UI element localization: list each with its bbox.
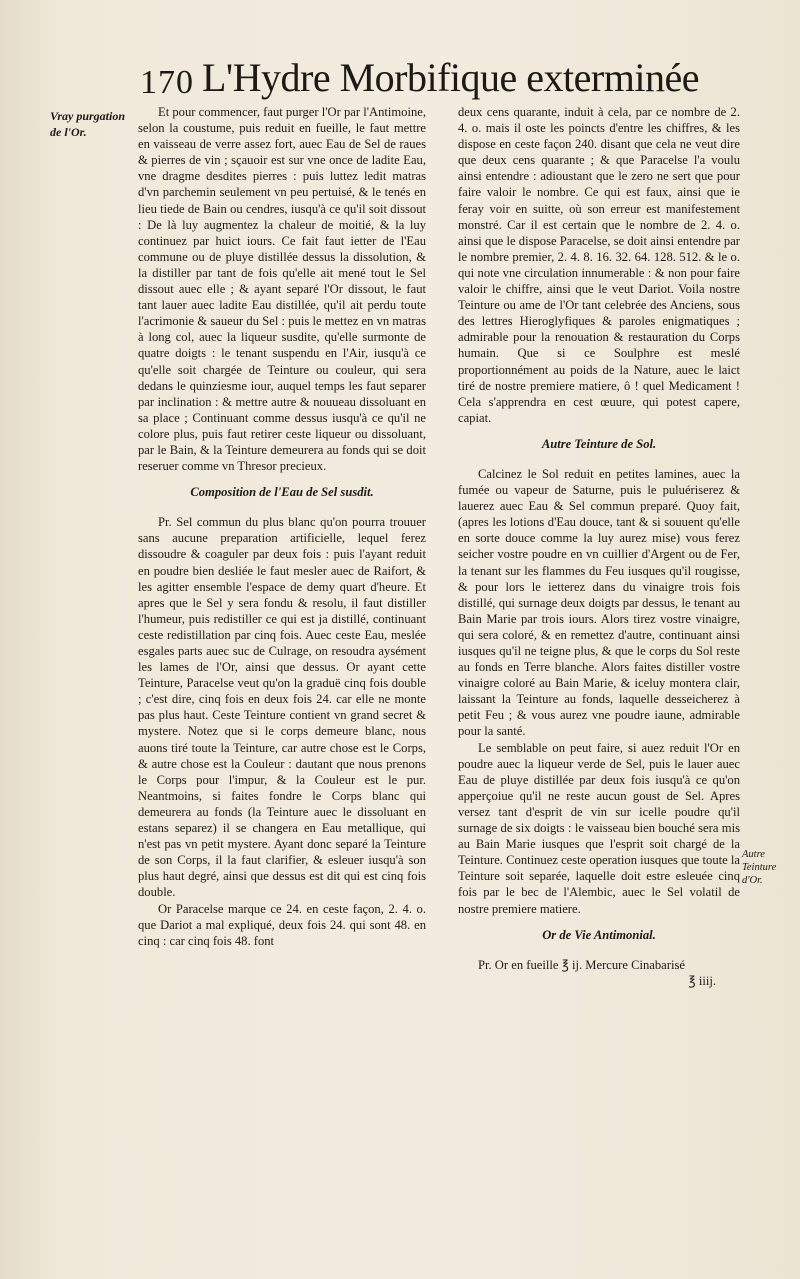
paragraph: Pr. Sel commun du plus blanc qu'on pourra trouuer sans aucune preparation artificielle, lequel ferez dissoudre & coaguler par deux fois : puis l'ayant reduit en poudre bien desliée le faut mesler auec de Raifort, & les agitter ensemble l'espace de demy quart d'heure. Et apres que le Sel y sera fondu & resolu, il faut distiller l'humeur, puis redistiller ce qui est ja distillé, continuant ceste redistillation par cinq fois. Auec ceste Eau, meslée esgales parts auec suc de Culrage, on resoudra aysément les lames de l'Or, ainsi que dessus. Or ayant cette Teinture, Paracelse veut qu'on la graduë cinq fois double ; c'est dire, cinq fois en deux fois 24. car elle ne monte pas plus haut. Ceste Teinture contient vn grand secret & mystere. Notez que si le corps demeure blanc, nous auons tiré toute la Teinture, car autre chose est le Corps, & autre chose est la Couleur : dautant que nous prenons le Corps pour l'impur, & la Couleur est le pur. Neantmoins, si faites fondre le Corps blanc qui demeurera au fonds (la Teinture auec le dissoluant en estans separez) il se changera en Eau metallique, qui n'est pas vn petit mystere. Ayant donc separé la Teinture de son Corps, il la faut clarifier, & esleuer iusqu'à son plus haut degré, ainsi que dessus est dit qui est cinq fois double. bbox=[138, 515, 426, 900]
paragraph: Et pour commencer, faut purger l'Or par l'Antimoine, selon la coustume, puis reduit en fueille, le faut mettre en vaisseau de verre assez fort, auec Eau de Sel de raues & pierres de vin ; sçauoir est sur vne once de ladite Eau, vne dragme desdites pierres : puis luttez ledit matras d'vn parchemin seulement vn peu pertuisé, & le tenés en lieu tiede de Bain ou cendres, iusqu'à ce qu'il soit dissout : De là luy augmentez la chaleur de moitié, & la luy continuez par huict iours. Ce fait faut ietter de l'Eau commune ou de pluye distillée dessus la dissolution, & la distiller par tant de fois qu'elle ait mené tout le Sel dissout auec elle ; & ayant separé l'Or dissout, le faut tant lauer auec ladite Eau distillée, qu'il ait perdu toute l'acrimonie & saueur du Sel : puis le mettez en vn matras à long col, auec la liqueur susdite, qu'elle surmonte de quatre doigts : le tenant suspendu en l'Air, iusqu'à ce qu'elle soit chargée de Teinture ou couleur, qui sera dedans le quinziesme iour, auquel temps les faut separer par inclination : & mettre autre & nouueau dissoluant en sa place ; Continuant comme dessus iusqu'à ce qu'il ne colore plus, puis faut retirer ceste liqueur ou dissoluant, par le Bain, & la Teinture demeurera au fonds qui se doit reseruer comme vn Thresor precieux. bbox=[138, 105, 426, 474]
section-heading: Autre Teinture de Sol. bbox=[541, 436, 657, 451]
closing-lines bbox=[458, 957, 740, 989]
right-column bbox=[458, 104, 740, 989]
left-column bbox=[138, 104, 426, 949]
running-title: L'Hydre Morbifique exterminée bbox=[202, 55, 699, 100]
paragraph: Calcinez le Sol reduit en petites lamines, auec la fumée ou vapeur de Saturne, puis le puluériserez & lauerez auec Eau & Sel commun preparé. Quoy fait, (apres les lotions d'Eau douce, tant & si souuent qu'elle en sorte douce comme la luy aurez mise) vous ferez seicher vostre poudre en vn cuillier d'Argent ou de Fer, la tenant sur les flammes du Feu iusques qu'il rougisse, & pour lors le ietterez dans du vinaigre trois fois distillé, qui surnage deux doigts par dessus, le tenant au Bain Marie par trois iours. Alors tirez vostre vinaigre, qui sera coloré, & en remettez d'autre, continuant ainsi iusques qu'il ne teigne plus, & que le corps du Sol reste au fonds en Terre blanche. Alors faites distiller vostre vinaigre coloré au Bain Marie, & iceluy montera clair, laissant la Teinture au fonds, laquelle desseicherez à petit Feu ; & vous aurez vne poudre iaune, admirable pour la santé. bbox=[458, 466, 740, 739]
paragraph: deux cens quarante, induit à cela, par ce nombre de 2. 4. o. mais il oste les poincts d'entre les chiffres, & les dispose en ceste façon 240. disant que cela ne veut dire que deux cens quarante ; & que Paracelse l'a voulu ainsi entendre : adioustant que le zero ne sert que pour faire valoir le nombre. Ce qui est faux, ainsi que ie feray voir en suitte, où son erreur est manifestement monstré. Car il est certain que le nombre de 2. 4. o. ainsi que le dispose Paracelse, se doit ainsi entendre par le nombre premier, 2. 4. 8. 16. 32. 64. 128. 512. & le o. qui note vne circulation innumerable : & non pour faire valoir le chiffre, ainsi que le veut Dariot. Voila nostre Teinture ou ame de l'Or tant celebrée des Anciens, sous des lettres Hieroglyfiques & paroles enigmatiques ; admirable pour la renouation & restauration du Corps humain. Que si ce Soulphre est meslé proportionnément au poids de la Nature, auec le laict tiré de nostre premiere matiere, ô ! quel Medicament ! Cela s'apprendra en cest œuure, qui potest capere, capiat. bbox=[458, 105, 740, 425]
paragraph: Pr. Or en fueille ℥ ij. Mercure Cinabarisé bbox=[478, 957, 685, 972]
margin-note-left: Vray purgation de l'Or. bbox=[50, 109, 126, 139]
paragraph: Or Paracelse marque ce 24. en ceste façon, 2. 4. o. que Dariot a mal expliqué, deux fois 24. qui sont 48. en cinq : car cinq fois 48. font bbox=[138, 901, 426, 948]
page-header bbox=[140, 52, 700, 101]
paragraph: Le semblable on peut faire, si auez reduit l'Or en poudre auec la liqueur verde de Sel, puis le lauer auec Eau de pluye distillée par deux fois iusqu'à ce qu'on apperçoiue qu'il ne reste aucun goust de Sel. Apres versez tant d'esprit de vin sur icelle poudre qu'il surnage de six doigts : le vaisseau bien bouché sera mis au Bain Marie iusques que l'esprit soit chargé de la Teinture. Continuez ceste operation iusques que toute la Teinture soit separée, laquelle doit estre esleuée cinq fois par le bec de l'Alembic, auec le Sel volatil de nostre premiere matiere. bbox=[458, 740, 740, 916]
catchword: ℥ iiij. bbox=[688, 973, 716, 988]
page-number: 170 bbox=[140, 64, 194, 101]
section-heading: Composition de l'Eau de Sel susdit. bbox=[190, 485, 374, 500]
margin-note-right: Autre Teinture d'Or. bbox=[742, 849, 777, 886]
section-heading: Or de Vie Antimonial. bbox=[542, 927, 656, 942]
